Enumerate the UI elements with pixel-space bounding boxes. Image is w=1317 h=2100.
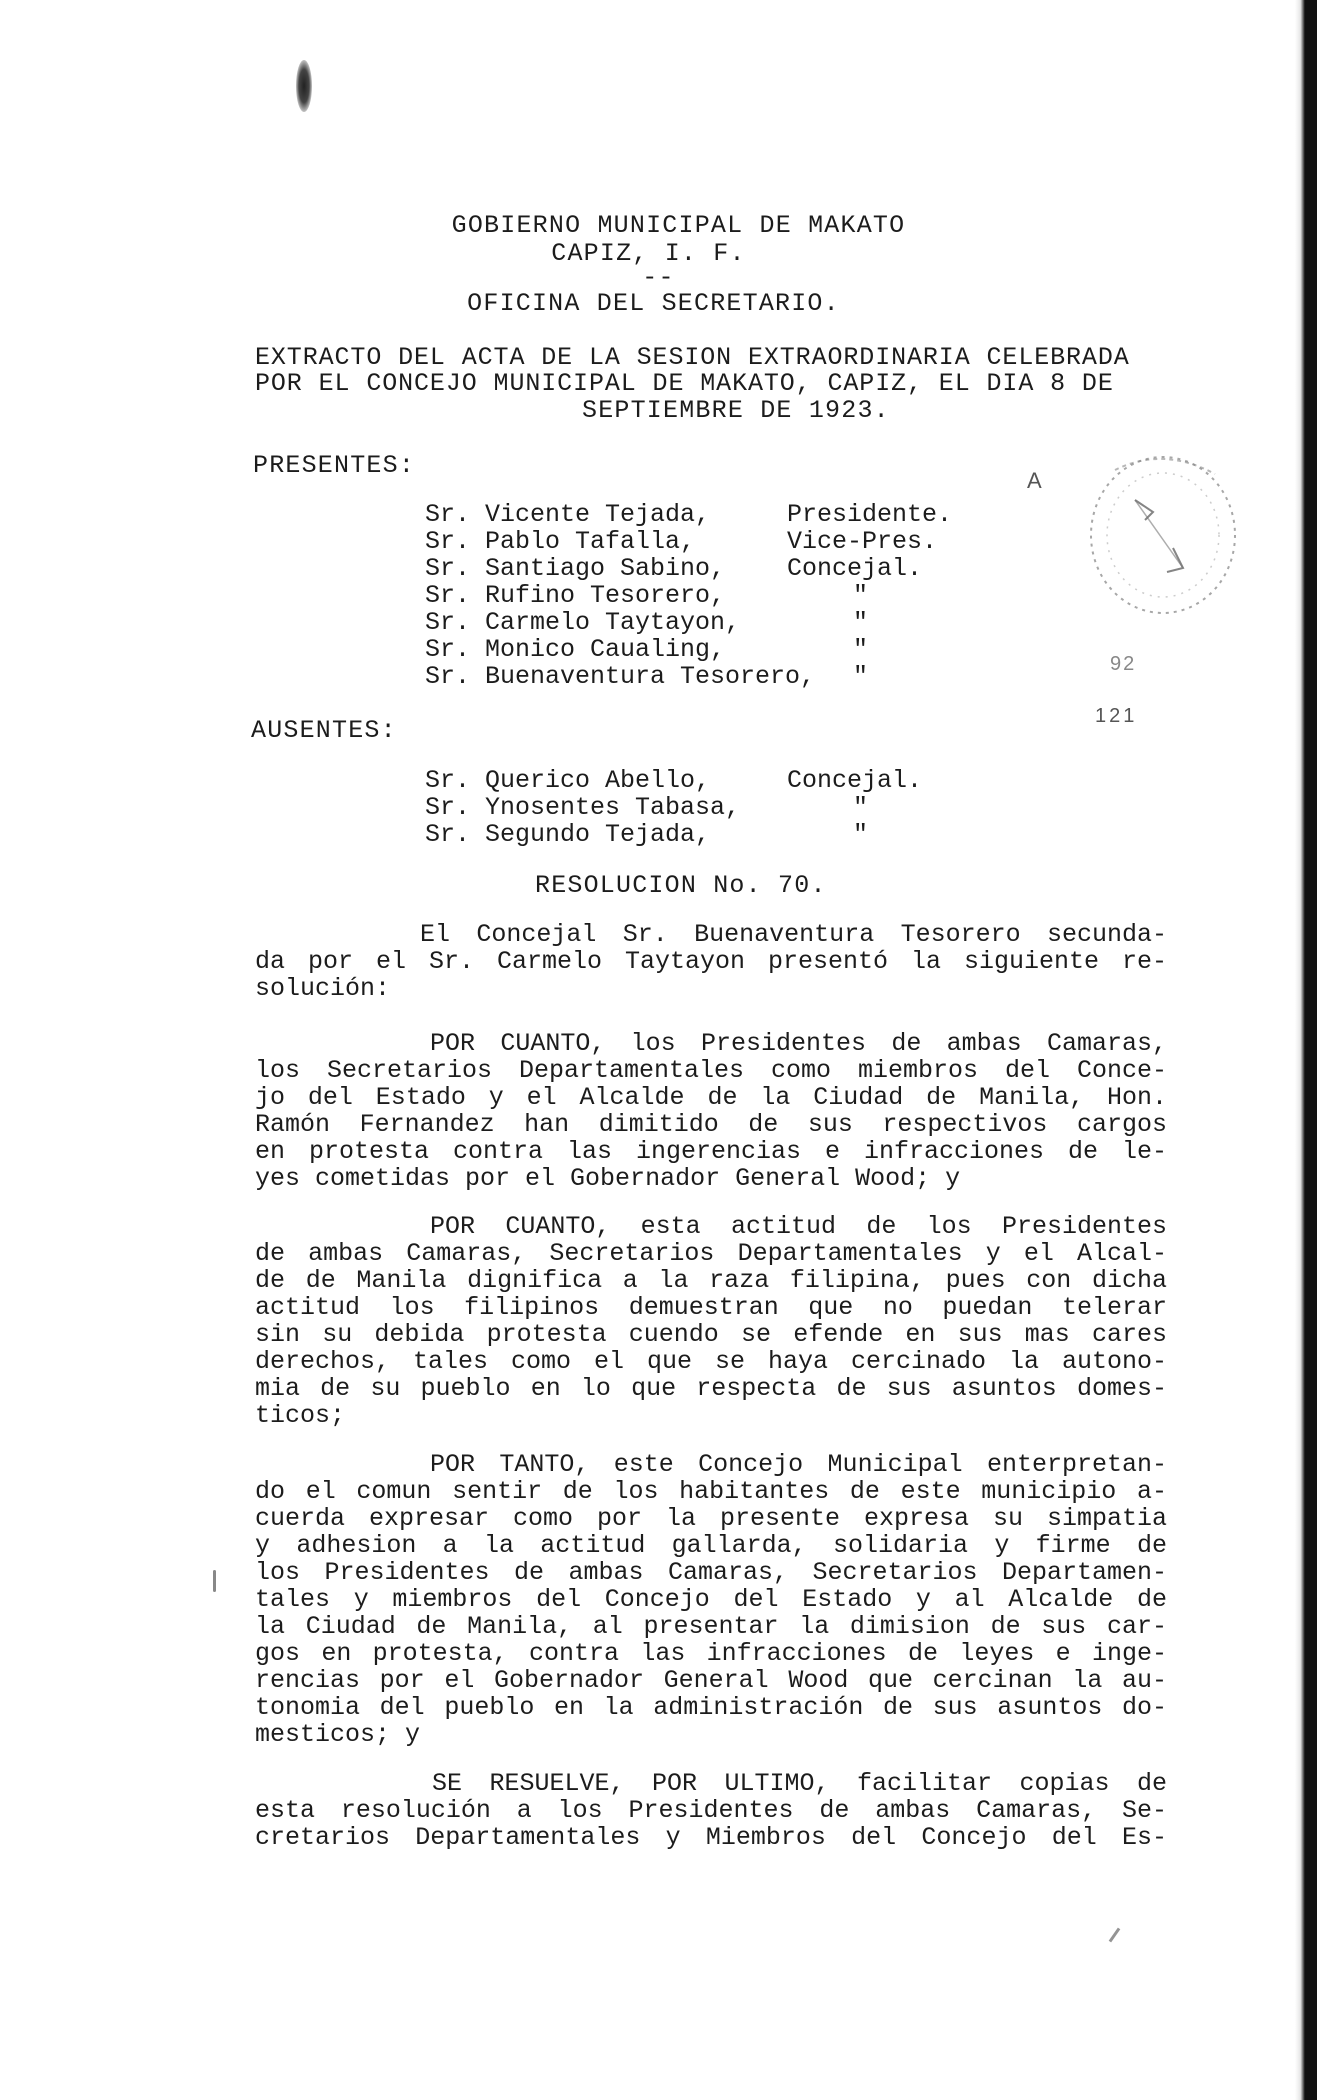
paragraph-resolved (255, 1770, 1167, 1851)
punch-hole (296, 60, 312, 112)
member-name: Sr. Ynosentes Tabasa, (425, 793, 741, 822)
text-line: los Presidentes de ambas Camaras, Secretarios Departamen- (255, 1559, 1167, 1586)
text-line: POR CUANTO, esta actitud de los Presidentes (430, 1213, 1167, 1240)
member-role: " (853, 581, 869, 610)
member-role: Concejal. (787, 766, 923, 795)
municipal-government-title: GOBIERNO MUNICIPAL DE MAKATO (451, 211, 906, 240)
stray-mark (213, 1570, 216, 1592)
paragraph-intro (255, 921, 1167, 1002)
paragraph-whereas-1 (255, 1030, 1167, 1192)
member-role: Vice-Pres. (787, 527, 938, 556)
text-line: mesticos; y (255, 1721, 421, 1748)
text-line: en protesta contra las ingerencias e infracciones de le- (255, 1138, 1167, 1165)
text-line: solución: (255, 975, 391, 1002)
member-name: Sr. Buenaventura Tesorero, (425, 662, 816, 691)
received-stamp (1075, 440, 1250, 665)
text-line: esta resolución a los Presidentes de ambas Camaras, Se- (255, 1797, 1167, 1824)
text-line: actitud los filipinos demuestran que no puedan telerar (255, 1294, 1167, 1321)
text-line: da por el Sr. Carmelo Taytayon presentó la siguiente re- (255, 948, 1167, 975)
text-line: POR TANTO, este Concejo Municipal enterpretan- (430, 1451, 1167, 1478)
text-line: derechos, tales como el que se haya cercinado la autono- (255, 1348, 1167, 1375)
member-name: Sr. Querico Abello, (425, 766, 711, 795)
text-line: sin su debida protesta cuendo se efende en sus mas cares (255, 1321, 1167, 1348)
member-name: Sr. Segundo Tejada, (425, 820, 711, 849)
stamp-letter: A (1027, 468, 1042, 493)
stamp-number: 92 (1110, 653, 1137, 675)
text-line: do el comun sentir de los habitantes de este municipio a- (255, 1478, 1167, 1505)
member-role: " (853, 662, 869, 691)
text-line: de de Manila dignifica a la raza filipina, pues con dicha (255, 1267, 1167, 1294)
extract-line-3: SEPTIEMBRE DE 1923. (582, 396, 890, 425)
member-role: " (853, 820, 869, 849)
text-line: y adhesion a la actitud gallarda, solidaria y firme de (255, 1532, 1167, 1559)
member-role: Presidente. (787, 500, 953, 529)
ausentes-label: AUSENTES: (251, 716, 397, 745)
member-role: " (853, 608, 869, 637)
text-line: cuerda expresar como por la presente expresa su simpatia (255, 1505, 1167, 1532)
resolution-title: RESOLUCION No. 70. (535, 871, 827, 900)
text-line: Ramón Fernandez han dimitido de sus respectivos cargos (255, 1111, 1167, 1138)
text-line: los Secretarios Departamentales como miembros del Conce- (255, 1057, 1167, 1084)
stamp-number: 121 (1095, 705, 1138, 727)
stray-mark (1109, 1928, 1121, 1943)
member-name: Sr. Rufino Tesorero, (425, 581, 726, 610)
presentes-label: PRESENTES: (253, 451, 416, 480)
text-line: gos en protesta, contra las infracciones de leyes e inge- (255, 1640, 1167, 1667)
text-line: yes cometidas por el Gobernador General Wood; y (255, 1165, 961, 1192)
member-name: Sr. Carmelo Taytayon, (425, 608, 741, 637)
text-line: de ambas Camaras, Secretarios Departamentales y el Alcal- (255, 1240, 1167, 1267)
text-line: cretarios Departamentales y Miembros del Concejo del Es- (255, 1824, 1167, 1851)
member-name: Sr. Monico Caualing, (425, 635, 726, 664)
member-name: Sr. Santiago Sabino, (425, 554, 726, 583)
member-role: Concejal. (787, 554, 923, 583)
text-line: rencias por el Gobernador General Wood que cercinan la au- (255, 1667, 1167, 1694)
extract-line-1: EXTRACTO DEL ACTA DE LA SESION EXTRAORDINARIA CELEBRADA (255, 343, 1130, 372)
text-line: SE RESUELVE, POR ULTIMO, facilitar copias de (432, 1770, 1167, 1797)
text-line: la Ciudad de Manila, al presentar la dimision de sus car- (255, 1613, 1167, 1640)
paragraph-therefore (255, 1451, 1167, 1748)
text-line: POR CUANTO, los Presidentes de ambas Camaras, (430, 1030, 1167, 1057)
text-line: tonomia del pueblo en la administración de sus asuntos do- (255, 1694, 1167, 1721)
member-role: " (853, 793, 869, 822)
member-name: Sr. Pablo Tafalla, (425, 527, 696, 556)
text-line: ticos; (255, 1402, 346, 1429)
paragraph-whereas-2 (255, 1213, 1167, 1429)
member-name: Sr. Vicente Tejada, (425, 500, 711, 529)
text-line: jo del Estado y el Alcalde de la Ciudad de Manila, Hon. (255, 1084, 1167, 1111)
text-line: mia de su pueblo en lo que respecta de sus asuntos domes- (255, 1375, 1167, 1402)
province-line: CAPIZ, I. F. (551, 239, 746, 268)
office-title: OFICINA DEL SECRETARIO. (467, 289, 840, 318)
text-line: El Concejal Sr. Buenaventura Tesorero secunda- (420, 921, 1167, 948)
text-line: tales y miembros del Concejo del Estado y al Alcalde de (255, 1586, 1167, 1613)
extract-line-2: POR EL CONCEJO MUNICIPAL DE MAKATO, CAPIZ, EL DIA 8 DE (255, 369, 1114, 398)
header-separator: -- (642, 263, 675, 292)
member-role: " (853, 635, 869, 664)
